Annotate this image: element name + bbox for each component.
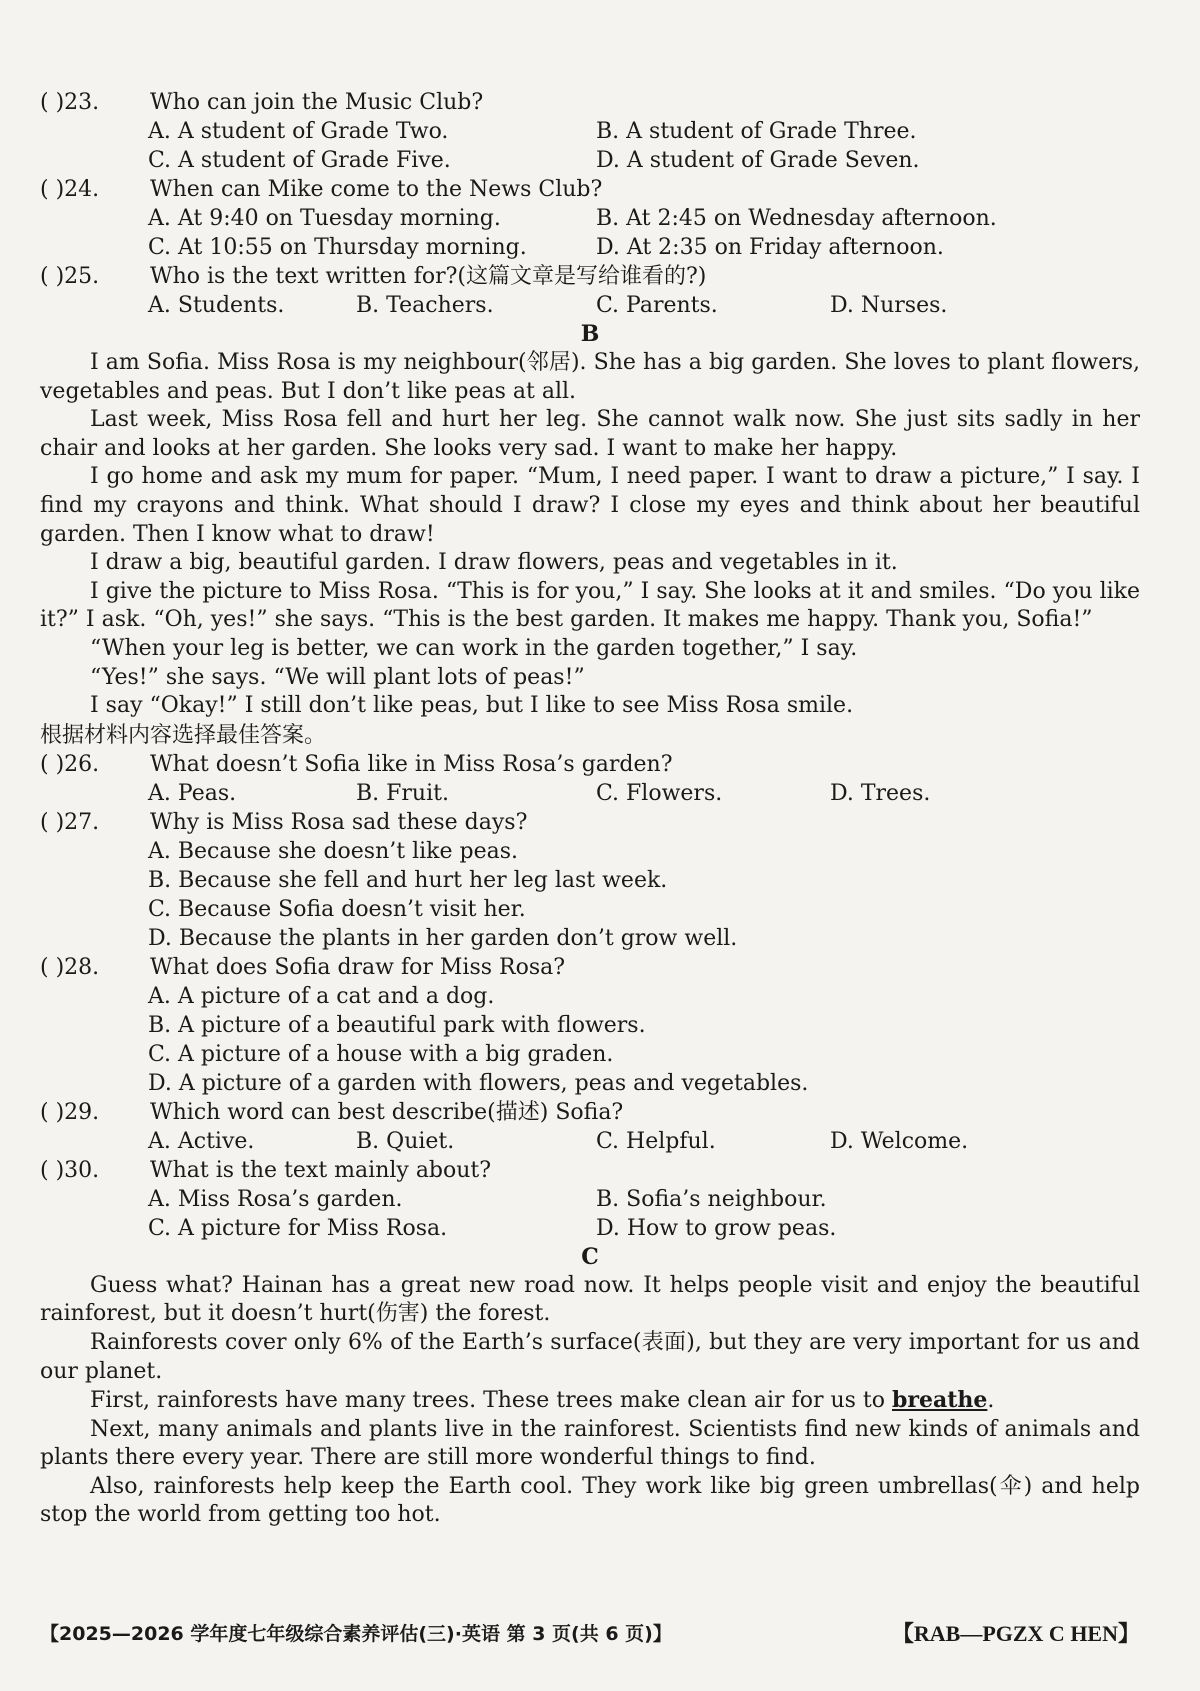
option[interactable]: D. A picture of a garden with flowers, peas and vegetables. [148,1070,809,1096]
options-row [40,982,1140,1011]
instruction-text: 根据材料内容选择最佳答案。 [40,722,327,748]
question-text: What doesn’t Sofia like in Miss Rosa’s garden? [150,751,673,777]
options-row [40,233,1140,262]
option[interactable]: D. At 2:35 on Friday afternoon. [596,235,944,260]
option[interactable]: D. A student of Grade Seven. [596,148,920,173]
option[interactable]: A. Active. [148,1128,255,1154]
question-30 [40,1156,1140,1185]
question-29 [40,1098,1140,1127]
options-row [40,924,1140,953]
passage-paragraph: Next, many animals and plants live in the rainforest. Scientists find new kinds of animals and plants there every year. There are still more wonderful things to find. [40,1416,1140,1471]
passage-paragraph: Last week, Miss Rosa fell and hurt her leg. She cannot walk now. She just sits sadly in her chair and looks at her garden. She looks very sad. I want to make her happy. [40,407,1140,461]
options-row [40,1011,1140,1040]
option[interactable]: D. How to grow peas. [596,1215,837,1241]
question-number: ( )24. [40,177,100,202]
option[interactable]: C. Helpful. [596,1128,716,1154]
option[interactable]: A. Miss Rosa’s garden. [148,1186,403,1212]
option[interactable]: C. A student of Grade Five. [148,148,451,173]
option[interactable]: A. Peas. [148,780,237,806]
options-row [40,866,1140,895]
option[interactable]: B. Because she fell and hurt her leg last week. [148,867,668,893]
passage-paragraph: I am Sofia. Miss Rosa is my neighbour(邻居). She has a big garden. She loves to plant flowers, vegetables and peas. But I don’t like peas at all. [40,350,1140,404]
options-row [40,837,1140,866]
option[interactable]: B. Quiet. [356,1128,455,1154]
option[interactable]: D. Because the plants in her garden don’t grow well. [148,925,738,951]
question-23 [40,88,1140,117]
option[interactable]: D. Welcome. [830,1128,969,1154]
option[interactable]: B. A picture of a beautiful park with flowers. [148,1012,646,1038]
passage-paragraph: “When your leg is better, we can work in the garden together,” I say. [90,635,858,661]
options-row [40,291,1140,320]
option[interactable]: B. A student of Grade Three. [596,119,917,144]
section-heading: B [580,321,600,347]
option[interactable]: A. At 9:40 on Tuesday morning. [148,206,501,231]
options-row [40,895,1140,924]
question-text: Who is the text written for?(这篇文章是写给谁看的?) [150,264,707,289]
options-row [40,204,1140,233]
option[interactable]: B. Sofia’s neighbour. [596,1186,827,1212]
question-text: What does Sofia draw for Miss Rosa? [150,954,566,980]
passage-paragraph: I go home and ask my mum for paper. “Mum, I need paper. I want to draw a picture,” I say. I find my crayons and think. What should I draw? I close my eyes and think about her beautiful garden. Then I know what to draw! [40,464,1140,547]
question-24 [40,175,1140,204]
option[interactable]: C. Parents. [596,293,718,318]
options-row [40,1214,1140,1243]
footer-title: 【2025—2026 学年度七年级综合素养评估(三)·英语 第 3 页(共 6 页)】 [40,1623,672,1645]
question-number: ( )29. [40,1099,100,1125]
option[interactable]: B. Fruit. [356,780,449,806]
passage-paragraph: Also, rainforests help keep the Earth cool. They work like big green umbrellas(伞) and help stop the world from getting too hot. [40,1473,1140,1528]
passage-paragraph: “Yes!” she says. “We will plant lots of peas!” [90,664,585,690]
option[interactable]: C. Flowers. [596,780,723,806]
options-row [40,1127,1140,1156]
passage-paragraph: Guess what? Hainan has a great new road now. It helps people visit and enjoy the beautiful rainforest, but it doesn’t hurt(伤害) the forest. [40,1272,1140,1327]
section-heading: C [581,1243,599,1270]
passage-paragraph: Rainforests cover only 6% of the Earth’s surface(表面), but they are very important for us and our planet. [40,1329,1140,1384]
options-row [40,779,1140,808]
option[interactable]: A. Students. [148,293,285,318]
question-number: ( )30. [40,1157,100,1183]
option[interactable]: A. Because she doesn’t like peas. [148,838,518,864]
options-row [40,1069,1140,1098]
option[interactable]: D. Nurses. [830,293,948,318]
exam-page [40,88,1140,1530]
question-number: ( )26. [40,751,100,777]
option[interactable]: A. A student of Grade Two. [148,119,449,144]
question-number: ( )25. [40,264,100,289]
options-row [40,1185,1140,1214]
option[interactable]: C. Because Sofia doesn’t visit her. [148,896,526,922]
option[interactable]: A. A picture of a cat and a dog. [148,983,495,1009]
passage-paragraph: I draw a big, beautiful garden. I draw flowers, peas and vegetables in it. [90,550,898,576]
options-row [40,1040,1140,1069]
option[interactable]: C. At 10:55 on Thursday morning. [148,235,527,260]
question-27 [40,808,1140,837]
question-text: When can Mike come to the News Club? [150,177,603,202]
option[interactable]: B. Teachers. [356,293,494,318]
question-28 [40,953,1140,982]
question-25 [40,262,1140,291]
question-text: Which word can best describe(描述) Sofia? [150,1099,624,1125]
options-row [40,146,1140,175]
passage-paragraph: I give the picture to Miss Rosa. “This is for you,” I say. She looks at it and smiles. “Do you like it?” I ask. “Oh, yes!” she says. “This is the best garden. It makes me happy. Thank you, Sofia!” [40,578,1140,633]
option[interactable]: B. At 2:45 on Wednesday afternoon. [596,206,997,231]
passage-paragraph: I say “Okay!” I still don’t like peas, but I like to see Miss Rosa smile. [90,693,854,719]
option[interactable]: D. Trees. [830,780,931,806]
passage-paragraph: First, rainforests have many trees. These trees make clean air for us to breathe. [90,1387,995,1414]
option[interactable]: C. A picture of a house with a big graden. [148,1041,614,1067]
question-number: ( )28. [40,954,100,980]
underlined-word: breathe [892,1387,988,1414]
page-footer [40,1617,1140,1648]
question-number: ( )23. [40,90,100,115]
question-text: Why is Miss Rosa sad these days? [150,809,528,835]
question-26 [40,750,1140,779]
question-text: What is the text mainly about? [150,1157,492,1183]
question-text: Who can join the Music Club? [150,90,484,115]
footer-code: 【RAB—PGZX C HEN】 [891,1621,1140,1646]
option[interactable]: C. A picture for Miss Rosa. [148,1215,448,1241]
question-number: ( )27. [40,809,100,835]
options-row [40,117,1140,146]
